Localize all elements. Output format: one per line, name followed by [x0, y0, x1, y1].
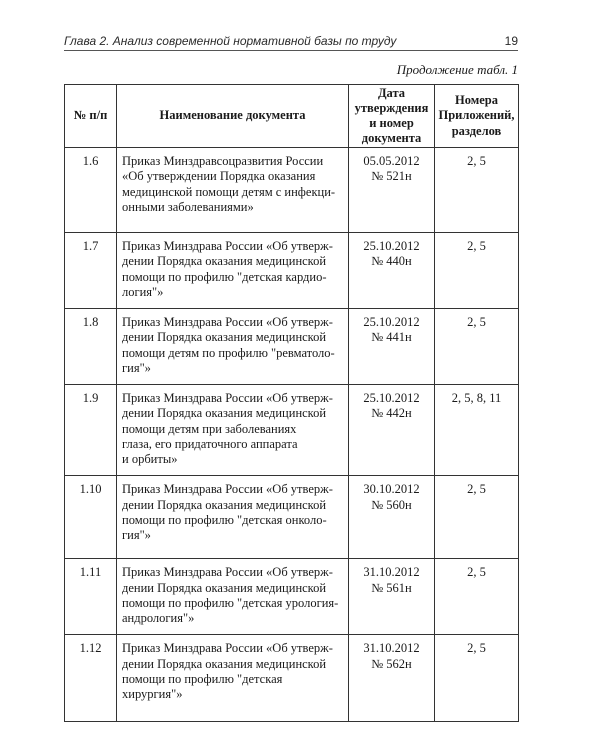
table-row	[65, 559, 519, 635]
row-number: 1.7	[65, 233, 117, 309]
table-row	[65, 148, 519, 233]
chapter-title: Глава 2. Анализ современной нормативной базы по труду	[64, 34, 397, 48]
row-number: 1.10	[65, 476, 117, 559]
appendix-numbers: 2, 5	[435, 476, 519, 559]
table-row	[65, 309, 519, 385]
column-header-name: Наименование документа	[117, 85, 349, 148]
document-date: 25.10.2012 № 440н	[349, 233, 435, 309]
table-row	[65, 385, 519, 476]
appendix-numbers: 2, 5, 8, 11	[435, 385, 519, 476]
column-header-appendices: Номера Приложений, разделов	[435, 85, 519, 148]
row-number: 1.8	[65, 309, 117, 385]
row-number: 1.9	[65, 385, 117, 476]
header-rule	[64, 50, 518, 51]
table-header-row	[65, 85, 519, 148]
appendix-numbers: 2, 5	[435, 635, 519, 722]
appendix-numbers: 2, 5	[435, 559, 519, 635]
table-row	[65, 476, 519, 559]
document-date: 25.10.2012 № 441н	[349, 309, 435, 385]
column-header-date: Дата утверждения и номер документа	[349, 85, 435, 148]
document-name: Приказ Минздрава России «Об утверж- дении Порядка оказания медицинской помощи по профилю "детская урология- андрология"»	[117, 559, 349, 635]
document-date: 31.10.2012 № 561н	[349, 559, 435, 635]
row-number: 1.11	[65, 559, 117, 635]
table-continuation-caption: Продолжение табл. 1	[396, 62, 518, 77]
document-name: Приказ Минздрава России «Об утверж- дении Порядка оказания медицинской помощи по профилю "детская хирургия"»	[117, 635, 349, 722]
page-number: 19	[504, 34, 518, 48]
table-row	[65, 635, 519, 722]
document-name: Приказ Минздрава России «Об утверж- дении Порядка оказания медицинской помощи детям по профилю "ревматоло- гия"»	[117, 309, 349, 385]
document-name: Приказ Минздрава России «Об утверж- дении Порядка оказания медицинской помощи детям при заболеваниях глаза, его придаточного аппарата и орбиты»	[117, 385, 349, 476]
document-name: Приказ Минздрава России «Об утверж- дении Порядка оказания медицинской помощи по профилю "детская кардио- логия"»	[117, 233, 349, 309]
document-name: Приказ Минздрава России «Об утверж- дении Порядка оказания медицинской помощи по профилю "детская онколо- гия"»	[117, 476, 349, 559]
document-date: 30.10.2012 № 560н	[349, 476, 435, 559]
document-date: 05.05.2012 № 521н	[349, 148, 435, 233]
table-row	[65, 233, 519, 309]
document-date: 25.10.2012 № 442н	[349, 385, 435, 476]
running-header	[64, 34, 518, 48]
document-name: Приказ Минздравсоцразвития России «Об утверждении Порядка оказания медицинской помощи детям с инфекци- онными заболеваниями»	[117, 148, 349, 233]
appendix-numbers: 2, 5	[435, 148, 519, 233]
appendix-numbers: 2, 5	[435, 309, 519, 385]
appendix-numbers: 2, 5	[435, 233, 519, 309]
documents-table	[64, 84, 519, 722]
row-number: 1.6	[65, 148, 117, 233]
row-number: 1.12	[65, 635, 117, 722]
column-header-num: № п/п	[65, 85, 117, 148]
document-date: 31.10.2012 № 562н	[349, 635, 435, 722]
